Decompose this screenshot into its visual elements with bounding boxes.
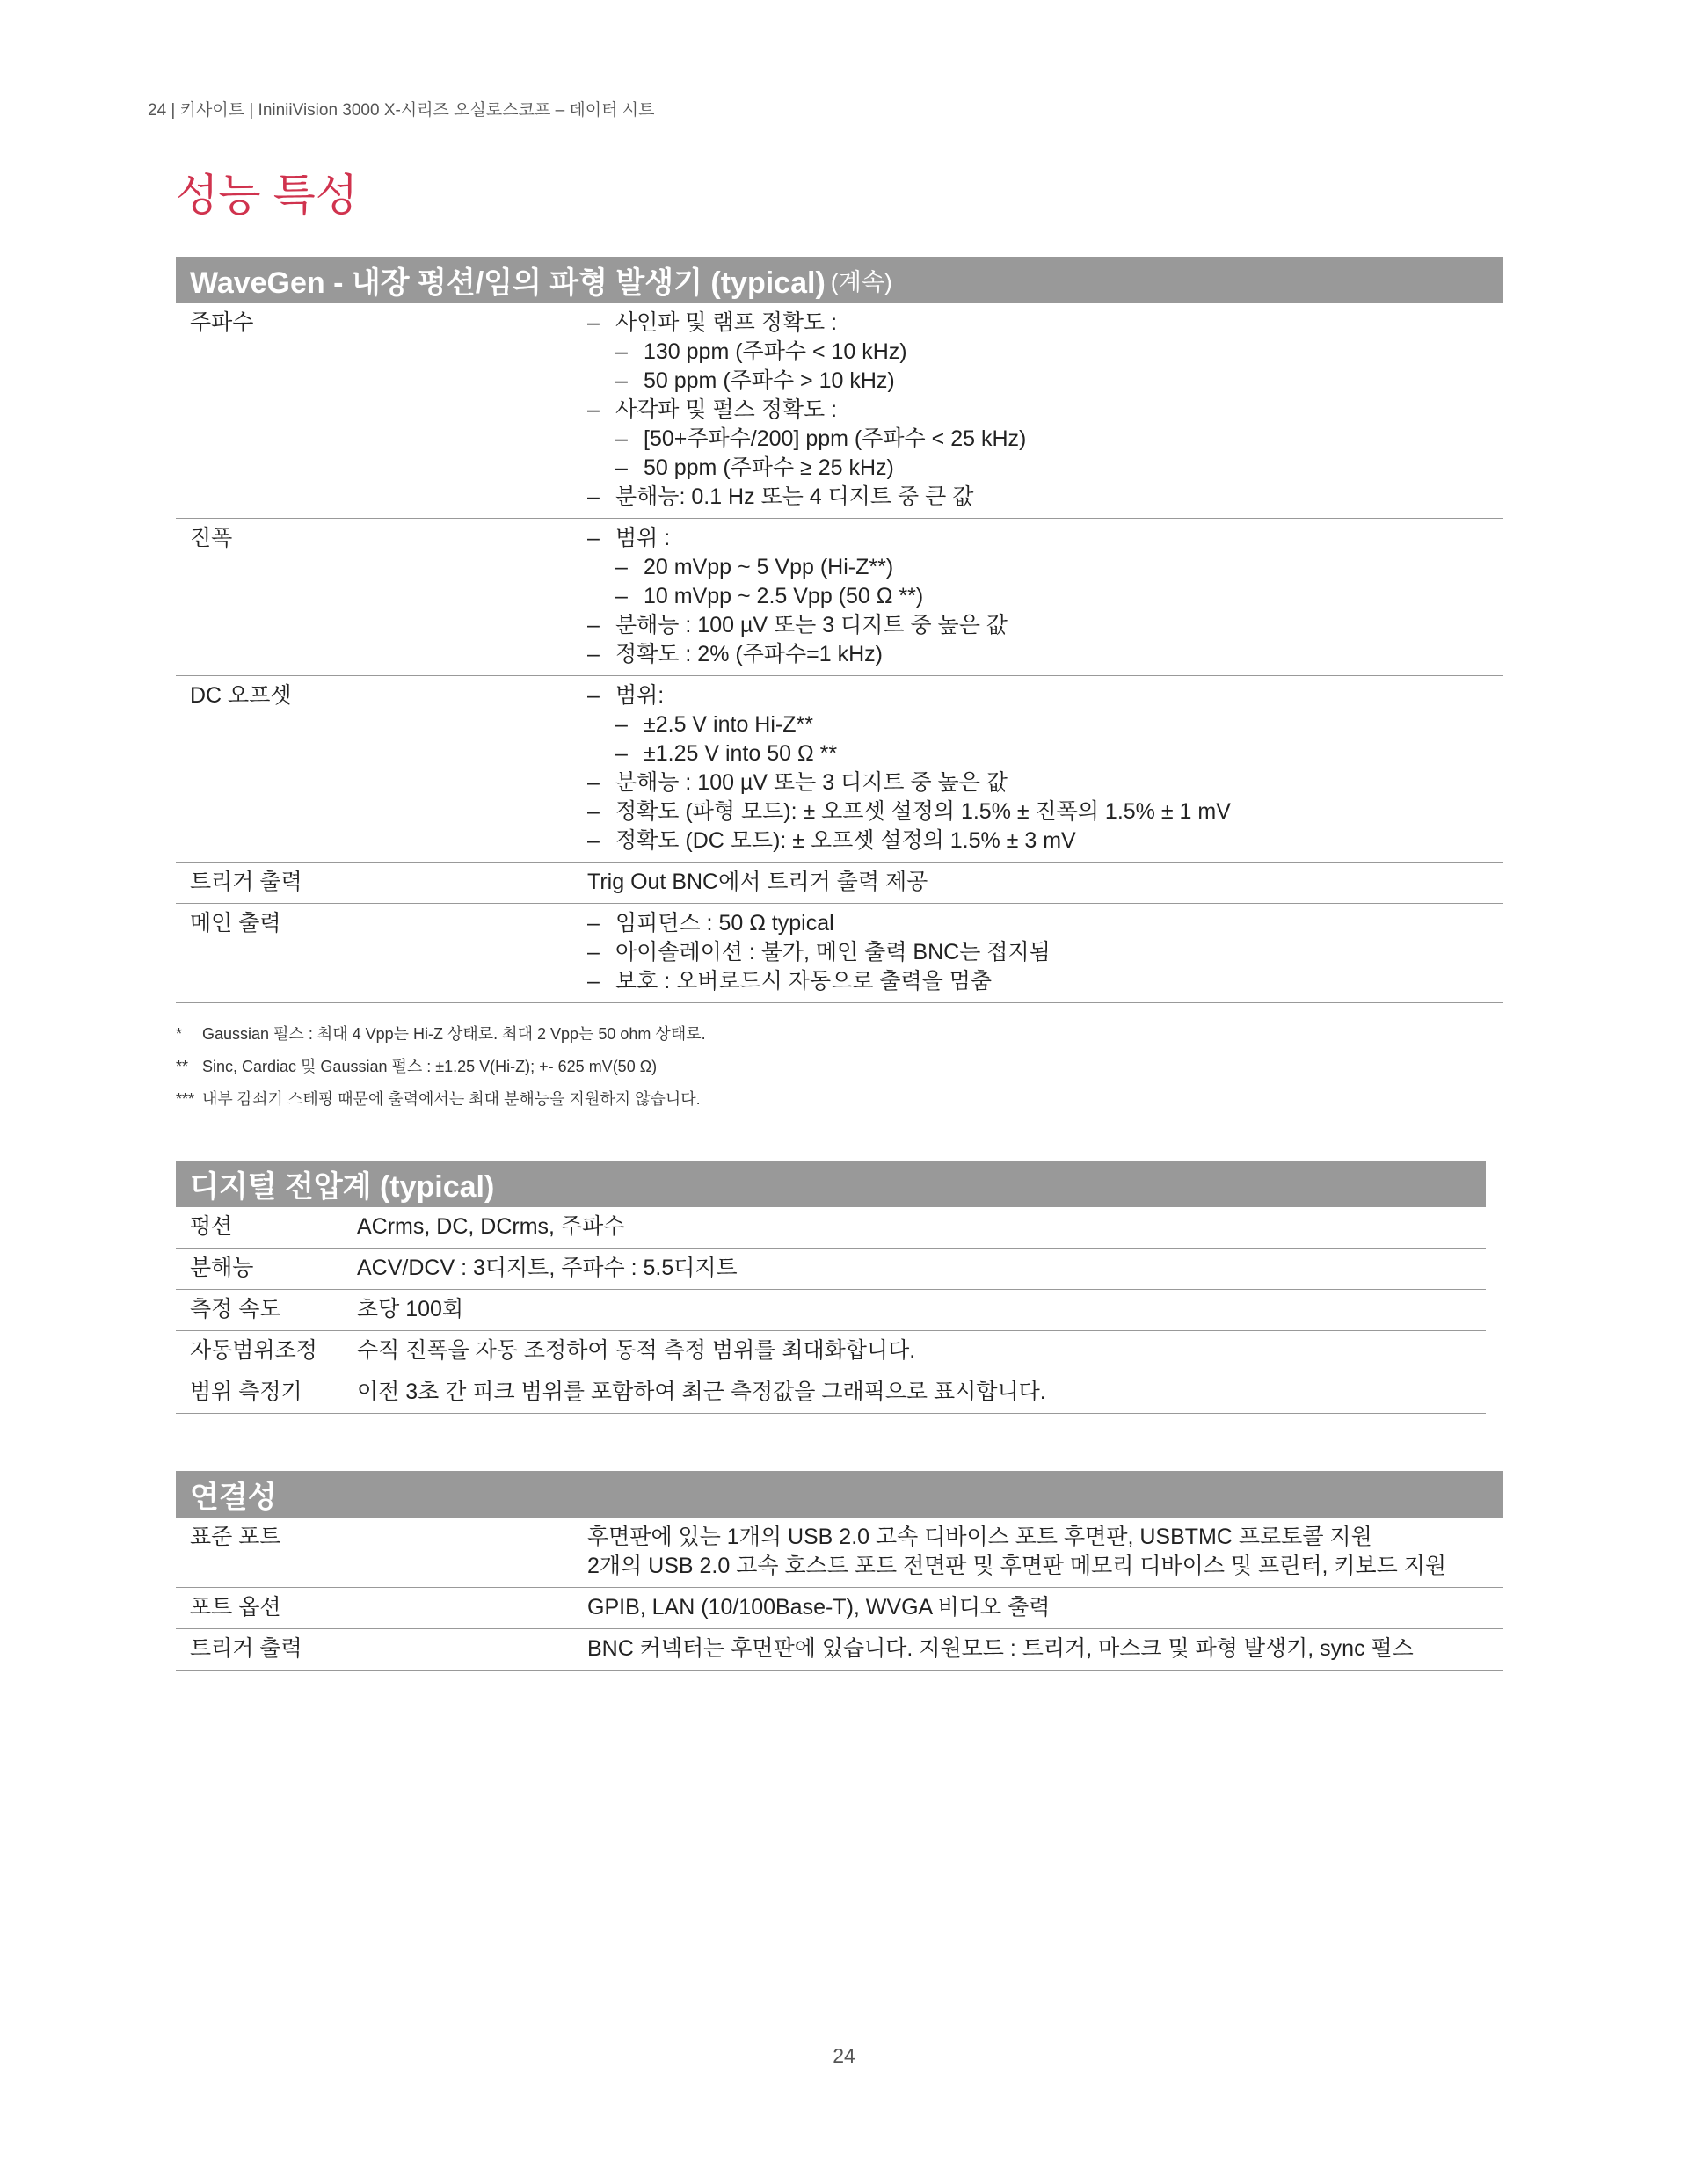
spec-item-text: 정확도 (DC 모드): ± 오프셋 설정의 1.5% ± 3 mV [615,828,1076,853]
page-number: 24 [833,2044,855,2067]
spec-item-text: 범위 : [615,526,671,550]
spec-list [587,909,1489,996]
footnote-mark: * [176,1025,183,1043]
row-value: ACV/DCV : 3디지트, 주파수 : 5.5디지트 [343,1249,1486,1290]
row-value-text: Trig Out BNC에서 트리거 출력 제공 [587,870,928,894]
spec-sublist [615,425,1489,483]
spec-list [587,524,1489,669]
row-value: ACrms, DC, DCrms, 주파수 [343,1207,1486,1249]
spec-list [587,309,1489,512]
row-value [573,1588,1503,1629]
table-row [176,1290,1486,1331]
table-row [176,1629,1503,1671]
spec-item-text: 아이솔레이션 : 불가, 메인 출력 BNC는 접지됨 [615,940,1051,965]
row-value-line: 후면판에 있는 1개의 USB 2.0 고속 디바이스 포트 후면판, USBTMC 프로토콜 지원 [587,1525,1372,1549]
row-label: 분해능 [176,1249,343,1290]
spec-item [587,797,1489,826]
connectivity-spec-table [176,1471,1503,1671]
spec-item [587,681,1489,768]
table-row [176,303,1503,519]
spec-sublist [615,710,1489,768]
row-value [573,1518,1503,1588]
footnote [176,1023,706,1056]
spec-item [587,826,1489,855]
spec-item-text: 사각파 및 펄스 정확도 : [615,397,838,422]
row-label: 포트 옵션 [176,1588,573,1629]
wavegen-title-bar [176,257,1503,303]
row-value [573,303,1503,519]
row-label: 주파수 [176,303,573,519]
spec-subitem: – 20 mVpp ~ 5 Vpp (Hi-Z**) [615,553,1489,582]
connectivity-title: 연결성 [190,1481,277,1514]
spec-item [587,768,1489,797]
table-row [176,1207,1486,1249]
spec-sublist [615,553,1489,611]
row-label: DC 오프셋 [176,676,573,863]
row-label: 트리거 출력 [176,1629,573,1671]
spec-sublist [615,338,1489,396]
spec-subitem: – 50 ppm (주파수 > 10 kHz) [615,367,1489,396]
running-header: 24 | 키사이트 | IniniiVision 3000 X-시리즈 오실로스코프 – 데이터 시트 [148,101,655,120]
spec-item-text: 분해능: 0.1 Hz 또는 4 디지트 중 큰 값 [615,484,974,509]
footnote [176,1088,706,1121]
row-value [573,863,1503,904]
spec-item [587,611,1489,640]
footnote [176,1056,706,1088]
spec-item [587,483,1489,512]
row-label: 자동범위조정 [176,1331,343,1372]
table-row [176,1249,1486,1290]
spec-item-text: 범위: [615,683,665,708]
spec-item-text: 임피던스 : 50 Ω typical [615,911,834,935]
dvm-title-bar [176,1161,1486,1207]
row-value [573,1629,1503,1671]
row-value-line: BNC 커넥터는 후면판에 있습니다. 지원모드 : 트리거, 마스크 및 파형 발생기, sync 펄스 [587,1636,1414,1661]
spec-item-text: 보호 : 오버로드시 자동으로 출력을 멈춤 [615,969,993,994]
row-value [573,676,1503,863]
spec-list [587,681,1489,855]
row-value-line: 2개의 USB 2.0 고속 호스트 포트 전면판 및 후면판 메모리 디바이스 및 프린터, 키보드 지원 [587,1554,1447,1578]
spec-item [587,524,1489,611]
spec-item-text: 정확도 : 2% (주파수=1 kHz) [615,642,883,666]
spec-item-text: 분해능 : 100 µV 또는 3 디지트 중 높은 값 [615,770,1008,795]
row-label: 측정 속도 [176,1290,343,1331]
spec-item [587,396,1489,483]
spec-subitem: – 50 ppm (주파수 ≥ 25 kHz) [615,454,1489,483]
row-label: 범위 측정기 [176,1372,343,1414]
row-value: 이전 3초 간 피크 범위를 포함하여 최근 측정값을 그래픽으로 표시합니다. [343,1372,1486,1414]
table-row [176,1372,1486,1414]
wavegen-title-suffix: (계속) [830,269,892,295]
row-value [573,904,1503,1003]
row-value: 수직 진폭을 자동 조정하여 동적 측정 범위를 최대화합니다. [343,1331,1486,1372]
row-value-line: GPIB, LAN (10/100Base-T), WVGA 비디오 출력 [587,1595,1051,1620]
table-row [176,1518,1503,1588]
row-label: 메인 출력 [176,904,573,1003]
spec-subitem: – ±1.25 V into 50 Ω ** [615,739,1489,768]
table-row [176,1331,1486,1372]
footnote-text: 내부 감쇠기 스테핑 때문에 출력에서는 최대 분해능을 지원하지 않습니다. [202,1090,701,1108]
spec-item-text: 정확도 (파형 모드): ± 오프셋 설정의 1.5% ± 진폭의 1.5% ± 1 mV [615,799,1231,824]
dvm-rows [176,1207,1486,1414]
spec-subitem: – ±2.5 V into Hi-Z** [615,710,1489,739]
dvm-title: 디지털 전압계 (typical) [190,1170,495,1204]
spec-item-text: 사인파 및 램프 정확도 : [615,310,838,335]
row-label: 진폭 [176,519,573,676]
wavegen-rows [176,303,1503,1003]
footnotes [176,1023,706,1121]
wavegen-spec-table [176,257,1503,1003]
spec-subitem: – 130 ppm (주파수 < 10 kHz) [615,338,1489,367]
footnote-text: Sinc, Cardiac 및 Gaussian 펄스 : ±1.25 V(Hi-Z); +- 625 mV(50 Ω) [202,1058,658,1075]
spec-item [587,309,1489,396]
spec-item-text: 분해능 : 100 µV 또는 3 디지트 중 높은 값 [615,613,1008,637]
connectivity-title-bar [176,1471,1503,1518]
footnote-mark: ** [176,1058,189,1075]
table-row [176,1588,1503,1629]
spec-subitem: – 10 mVpp ~ 2.5 Vpp (50 Ω **) [615,582,1489,611]
table-row [176,863,1503,904]
connectivity-rows [176,1518,1503,1671]
row-value: 초당 100회 [343,1290,1486,1331]
footnote-mark: *** [176,1090,195,1108]
row-label: 펑션 [176,1207,343,1249]
spec-subitem: – [50+주파수/200] ppm (주파수 < 25 kHz) [615,425,1489,454]
footnote-text: Gaussian 펄스 : 최대 4 Vpp는 Hi-Z 상태로. 최대 2 Vpp는 50 ohm 상태로. [202,1025,706,1043]
table-row [176,676,1503,863]
spec-item [587,640,1489,669]
row-label: 표준 포트 [176,1518,573,1588]
spec-item [587,909,1489,938]
table-row [176,904,1503,1003]
dvm-spec-table [176,1161,1486,1414]
wavegen-title: WaveGen - 내장 펑션/임의 파형 발생기 (typical) [190,266,826,300]
table-row [176,519,1503,676]
row-value [573,519,1503,676]
row-label: 트리거 출력 [176,863,573,904]
section-heading: 성능 특성 [176,171,359,220]
spec-item [587,938,1489,967]
spec-item [587,967,1489,996]
